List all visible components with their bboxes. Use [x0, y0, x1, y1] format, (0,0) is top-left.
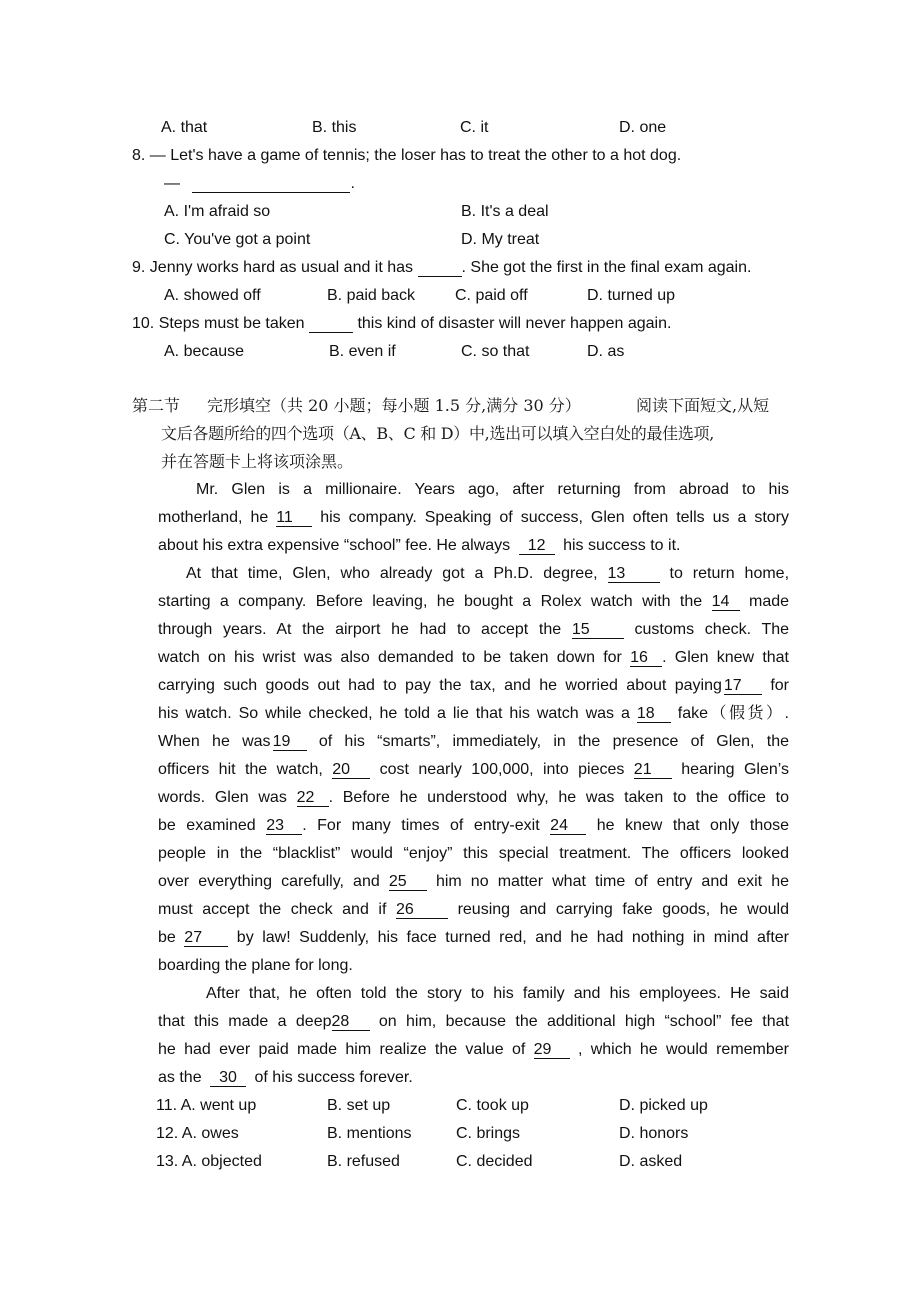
text: by law! Suddenly, his face turned red, and he had nothing in mind after — [236, 929, 789, 946]
text: over everything carefully, and — [158, 873, 380, 890]
q8-reply-dash: — — [164, 175, 180, 192]
blank-11: 11 — [276, 509, 312, 527]
q9-option-c: C. paid off — [455, 287, 528, 304]
q12-option-d: D. honors — [619, 1125, 689, 1142]
text: officers hit the watch, — [158, 761, 323, 778]
blank-28: 28 — [332, 1013, 370, 1031]
q11-option-b: B. set up — [327, 1097, 391, 1114]
q9-stem — [132, 258, 751, 278]
text: hearing Glen’s — [681, 761, 790, 778]
text: must accept the check and if — [158, 901, 387, 918]
text: reusing and carrying fake goods, he would — [457, 901, 789, 918]
passage-line — [158, 732, 789, 752]
passage-line — [158, 676, 789, 696]
q13-option-d: D. asked — [619, 1153, 683, 1170]
blank-24: 24 — [550, 817, 586, 835]
passage-line — [158, 620, 789, 640]
text: that this made a deep — [158, 1013, 332, 1030]
q12-option-c: C. brings — [456, 1125, 521, 1142]
q8-option-c: C. You've got a point — [164, 231, 311, 248]
q13-option-a: 13. A. objected — [156, 1153, 262, 1170]
text: cost nearly 100,000, into pieces — [379, 761, 625, 778]
passage-line: boarding the plane for long. — [158, 957, 353, 974]
text: through years. At the airport he had to accept the — [158, 621, 562, 638]
passage-line — [158, 508, 789, 528]
q9-option-a: A. showed off — [164, 287, 261, 304]
passage-line — [158, 872, 789, 892]
q11-option-c: C. took up — [456, 1097, 529, 1114]
q8-option-a: A. I'm afraid so — [164, 203, 271, 220]
text: of his “smarts”, immediately, in the presence of Glen, the — [318, 733, 789, 750]
q9-stem-before: 9. Jenny works hard as usual and it has — [132, 259, 414, 276]
blank-21: 21 — [634, 761, 672, 779]
text: about his extra expensive “school” fee. He always — [158, 537, 511, 554]
blank-29: 29 — [534, 1041, 570, 1059]
passage-line — [158, 928, 789, 948]
blank-18: 18 — [637, 705, 671, 723]
q8-stem: 8. — Let's have a game of tennis; the loser has to treat the other to a hot dog. — [132, 147, 682, 164]
text: his watch. So while checked, he told a lie that his watch was a — [158, 705, 630, 722]
q7-option-b: B. this — [312, 119, 357, 136]
text: for — [770, 677, 789, 694]
text: be examined — [158, 817, 256, 834]
text: he knew that only those — [596, 817, 790, 834]
text: on him, because the additional high “school” fee that — [378, 1013, 789, 1030]
blank-25: 25 — [389, 873, 427, 891]
blank-15: 15 — [572, 621, 624, 639]
q8-period: . — [350, 175, 355, 192]
q11-option-a: 11. A. went up — [156, 1097, 257, 1114]
blank-16: 16 — [630, 649, 662, 667]
q10-option-a: A. because — [164, 343, 245, 360]
passage-line — [158, 704, 789, 724]
blank-14: 14 — [712, 593, 740, 611]
q11-option-d: D. picked up — [619, 1097, 708, 1114]
passage-line — [158, 816, 789, 836]
passage-line — [158, 788, 789, 808]
q13-option-c: C. decided — [456, 1153, 533, 1170]
blank-23: 23 — [266, 817, 302, 835]
section-2-title: 第二节 — [132, 396, 181, 415]
text: . Before he understood why, he was taken to the office to — [328, 789, 790, 806]
blank-19: 19 — [273, 733, 307, 751]
blank-22: 22 — [297, 789, 329, 807]
section-2-instructions-start: 阅读下面短文,从短 — [636, 396, 770, 415]
blank-13: 13 — [608, 565, 660, 583]
q8-answer-blank — [192, 175, 350, 193]
q9-blank — [418, 259, 462, 277]
q7-option-c: C. it — [460, 119, 489, 136]
passage-line: people in the “blacklist” would “enjoy” this special treatment. The officers looked — [158, 845, 789, 862]
blank-26: 26 — [396, 901, 448, 919]
section-2-instructions-line2: 文后各题所给的四个选项（A、B、C 和 D）中,选出可以填入空白处的最佳选项, — [161, 424, 715, 443]
text: motherland, he — [158, 509, 269, 526]
passage-line: After that, he often told the story to his family and his employees. He said — [206, 985, 789, 1002]
q9-option-b: B. paid back — [327, 287, 416, 304]
text: be — [158, 929, 176, 946]
text: his company. Speaking of success, Glen often tells us a story — [320, 509, 790, 526]
q10-option-d: D. as — [587, 343, 625, 360]
passage-line — [158, 1012, 789, 1032]
passage-line — [158, 1040, 789, 1060]
blank-12: 12 — [519, 537, 555, 555]
passage-line — [158, 1068, 413, 1088]
q10-stem-after: this kind of disaster will never happen again. — [357, 315, 672, 332]
text: as the — [158, 1069, 202, 1086]
blank-30: 30 — [210, 1069, 246, 1087]
passage-line — [158, 536, 680, 556]
passage-line — [158, 592, 789, 612]
q10-blank — [309, 315, 353, 333]
blank-17: 17 — [724, 677, 762, 695]
q7-option-d: D. one — [619, 119, 667, 136]
text: . For many times of entry-exit — [302, 817, 540, 834]
text: to return home, — [669, 565, 790, 582]
section-2-subtitle: 完形填空（共 20 小题；每小题 1.5 分,满分 30 分） — [207, 396, 581, 415]
q10-option-c: C. so that — [461, 343, 530, 360]
q12-option-b: B. mentions — [327, 1125, 412, 1142]
q9-stem-after: . She got the first in the final exam again. — [461, 259, 752, 276]
passage-line — [158, 648, 789, 668]
text: , which he would remember — [577, 1041, 790, 1058]
text: fake（假货）. — [677, 705, 789, 722]
passage-line — [158, 900, 789, 920]
q13-option-b: B. refused — [327, 1153, 400, 1170]
text: he had ever paid made him realize the value of — [158, 1041, 526, 1058]
text: At that time, Glen, who already got a Ph.D. degree, — [186, 565, 598, 582]
q10-stem — [132, 314, 671, 334]
q10-stem-before: 10. Steps must be taken — [132, 315, 305, 332]
text: of his success forever. — [254, 1069, 413, 1086]
text: words. Glen was — [158, 789, 287, 806]
passage-line — [186, 564, 789, 584]
blank-20: 20 — [332, 761, 370, 779]
section-2-instructions-line3: 并在答题卡上将该项涂黑。 — [161, 452, 354, 471]
text: watch on his wrist was also demanded to be taken down for — [158, 649, 622, 666]
q10-option-b: B. even if — [329, 343, 396, 360]
q8-reply — [164, 174, 355, 194]
text: made — [748, 593, 790, 610]
q12-option-a: 12. A. owes — [156, 1125, 239, 1142]
text: him no matter what time of entry and exit he — [435, 873, 789, 890]
text: When he was — [158, 733, 271, 750]
text: . Glen knew that — [662, 649, 790, 666]
passage-line: Mr. Glen is a millionaire. Years ago, after returning from abroad to his — [196, 481, 789, 498]
q9-option-d: D. turned up — [587, 287, 676, 304]
text: starting a company. Before leaving, he bought a Rolex watch with the — [158, 593, 703, 610]
q7-option-a: A. that — [161, 119, 208, 136]
text: carrying such goods out had to pay the tax, and he worried about paying — [158, 677, 722, 694]
blank-27: 27 — [184, 929, 228, 947]
text: his success to it. — [563, 537, 681, 554]
q8-option-d: D. My treat — [461, 231, 540, 248]
passage-line — [158, 760, 789, 780]
q8-option-b: B. It's a deal — [461, 203, 549, 220]
text: customs check. The — [634, 621, 790, 638]
